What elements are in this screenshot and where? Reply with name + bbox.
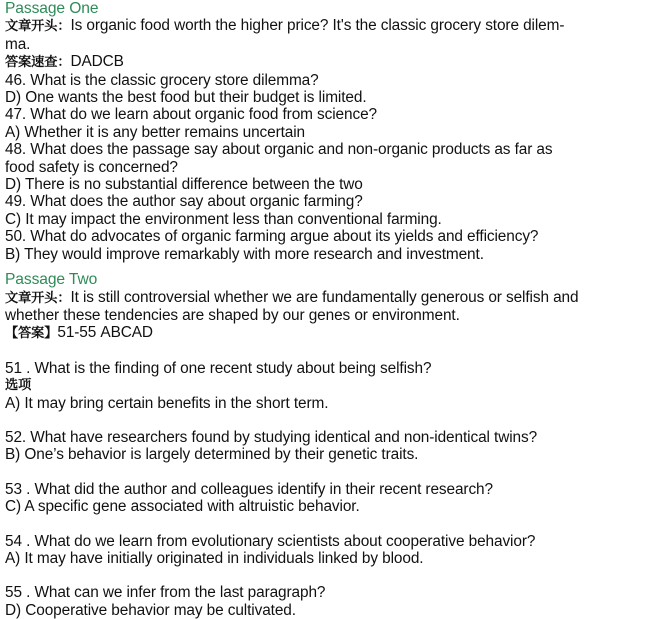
intro-label: 文章开头： bbox=[5, 19, 71, 35]
passage-one-intro bbox=[5, 17, 641, 35]
intro-text: It is still controversial whether we are fundamentally generous or selfish and bbox=[70, 288, 579, 306]
answer-value: 51-55 ABCAD bbox=[57, 324, 153, 342]
passage-two-intro bbox=[5, 289, 641, 307]
question-49: 49. What does the author say about organic farming? bbox=[5, 193, 363, 211]
passage-one-intro-cont: ma. bbox=[5, 35, 31, 53]
answer-55: D) Cooperative behavior may be cultivated. bbox=[5, 601, 296, 619]
question-52: 52. What have researchers found by studying identical and non-identical twins? bbox=[5, 428, 538, 446]
passage-one-answer-key bbox=[5, 53, 641, 71]
answer-value: DADCB bbox=[70, 53, 124, 71]
question-54: 54 . What do we learn from evolutionary scientists about cooperative behavior? bbox=[5, 532, 536, 550]
answer-53: C) A specific gene associated with altruistic behavior. bbox=[5, 498, 360, 516]
question-51: 51 . What is the finding of one recent study about being selfish? bbox=[5, 359, 432, 377]
answer-47: A) Whether it is any better remains uncertain bbox=[5, 123, 306, 141]
question-50: 50. What do advocates of organic farming argue about its yields and efficiency? bbox=[5, 228, 539, 246]
question-47: 47. What do we learn about organic food from science? bbox=[5, 106, 377, 124]
question-53: 53 . What did the author and colleagues identify in their recent research? bbox=[5, 480, 493, 498]
answer-51: A) It may bring certain benefits in the short term. bbox=[5, 394, 329, 412]
answer-48: D) There is no substantial difference between the two bbox=[5, 176, 363, 194]
answer-46: D) One wants the best food but their budget is limited. bbox=[5, 89, 367, 107]
intro-text: Is organic food worth the higher price? It's the classic grocery store dilem- bbox=[70, 17, 565, 35]
passage-two-intro-cont: whether these tendencies are shaped by our genes or environment. bbox=[5, 306, 460, 324]
passage-two-title: Passage Two bbox=[5, 271, 98, 289]
answer-50: B) They would improve remarkably with more research and investment. bbox=[5, 245, 484, 263]
document-page bbox=[5, 0, 641, 619]
answer-label: 答案速查： bbox=[5, 55, 71, 71]
answer-52: B) One’s behavior is largely determined by their genetic traits. bbox=[5, 446, 419, 464]
answer-label: 【答案】 bbox=[5, 326, 58, 342]
passage-two-answer-key bbox=[5, 324, 641, 342]
question-48-cont: food safety is concerned? bbox=[5, 158, 178, 176]
passage-one-title: Passage One bbox=[5, 0, 99, 17]
answer-49: C) It may impact the environment less than conventional farming. bbox=[5, 210, 442, 228]
question-46: 46. What is the classic grocery store dilemma? bbox=[5, 71, 319, 89]
answer-54: A) It may have initially originated in individuals linked by blood. bbox=[5, 549, 424, 567]
question-48: 48. What does the passage say about organic and non-organic products as far as bbox=[5, 141, 553, 159]
question-51-options-label: 选项 bbox=[5, 378, 32, 394]
question-55: 55 . What can we infer from the last paragraph? bbox=[5, 584, 326, 602]
intro-label: 文章开头： bbox=[5, 290, 71, 306]
